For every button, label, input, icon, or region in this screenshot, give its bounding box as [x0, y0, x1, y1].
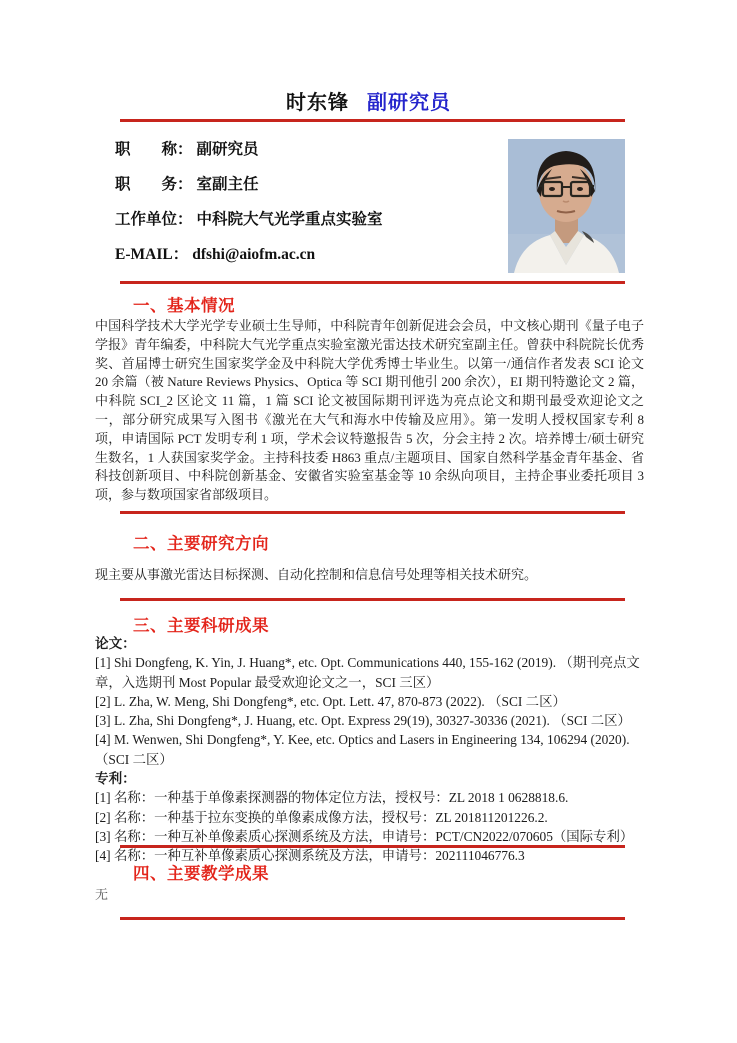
- eye-right: [577, 187, 583, 191]
- field-label: 职 称：: [115, 141, 193, 158]
- page-title: [0, 86, 737, 115]
- paper-item: [1] Shi Dongfeng, K. Yin, J. Huang*, etc. Opt. Communications 440, 155-162 (2019). （期刊亮点文章，入选期刊 Most Popular 最受欢迎论文之一，SCI 三区）: [95, 655, 640, 690]
- paper-item: [4] M. Wenwen, Shi Dongfeng*, Y. Kee, etc. Optics and Lasers in Engineering 134, 106294 (2020). （SCI 二区）: [95, 732, 630, 767]
- patent-item: [3] 名称：一种互补单像素质心探测系统及方法，申请号：PCT/CN2022/070605（国际专利）: [95, 828, 634, 844]
- portrait-photo: [508, 139, 625, 273]
- person-name: 时东锋: [286, 92, 349, 114]
- title-divider: [120, 119, 625, 122]
- field-label: 职 务：: [115, 176, 193, 193]
- field-value: 中科院大气光学重点实验室: [196, 211, 383, 228]
- field-label: E-MAIL：: [115, 246, 189, 263]
- section-divider: [120, 598, 625, 601]
- field-row-position: [115, 174, 383, 196]
- section-divider: [120, 845, 625, 848]
- field-value: 副研究员: [196, 141, 259, 158]
- patent-item: [4] 名称：一种互补单像素质心探测系统及方法，申请号：202111046776.3: [95, 848, 525, 864]
- field-row-title: [115, 139, 383, 161]
- section-heading-achievements: 三、主要科研成果: [133, 617, 269, 635]
- paper-item: [2] L. Zha, W. Meng, Shi Dongfeng*, etc. Opt. Lett. 47, 870-873 (2022). （SCI 二区）: [95, 693, 566, 709]
- section-heading-research: 二、主要研究方向: [133, 535, 269, 553]
- achievements-content: [95, 634, 647, 866]
- profile-fields: [115, 139, 383, 279]
- field-row-email: [115, 244, 383, 266]
- field-value: 室副主任: [196, 176, 259, 193]
- section-body-research: 现主要从事激光雷达目标探测、自动化控制和信息信号处理等相关技术研究。: [95, 567, 538, 582]
- field-row-workunit: [115, 209, 383, 231]
- section-divider: [120, 511, 625, 514]
- section-heading-teaching: 四、主要教学成果: [133, 865, 269, 883]
- section-heading-basic: 一、基本情况: [133, 297, 235, 315]
- papers-label: 论文：: [95, 636, 136, 651]
- final-divider: [120, 917, 625, 920]
- email-value: dfshi@aiofm.ac.cn: [192, 246, 316, 263]
- section-body-teaching: 无: [95, 887, 109, 902]
- section-body-basic: 中国科学技术大学光学专业硕士生导师，中科院青年创新促进会会员，中文核心期刊《量子电子学报》青年编委，中科院大气光学重点实验室激光雷达技术研究室副主任。曾获中科院院长优秀奖、首届博士研究生国家奖学金及中科院大学优秀博士毕业生。以第一/通信作者发表 SCI 论文 20 余篇（被 Nature Reviews Physics、Optica 等 SCI 期刊他引 200 余次），EI 期刊特邀论文 2 篇，中科院 SCI_2 区论文 11 篇，1 篇 SCI 论文被国际期刊评选为亮点论文和期刊最受欢迎论文之一，部分研究成果写入图书《激光在大气和海水中传输及应用》。第一发明人授权国家专利 8 项，申请国际 PCT 发明专利 1 项，学术会议特邀报告 5 次，分会主持 2 次。培养博士/硕士研究生数名，1 人获国家奖学金。主持科技委 H863 重点/主题项目、国家自然科学基金青年基金、省科技创新项目、中科院创新基金、安徽省实验室基金等 10 余纵向项目，主持企事业委托项目 3 项，参与数项国家省部级项目。: [95, 318, 644, 503]
- paper-item: [3] L. Zha, Shi Dongfeng*, J. Huang, etc. Opt. Express 29(19), 30327-30336 (2021). （SCI 二区）: [95, 713, 631, 729]
- portrait-illustration: [508, 139, 625, 273]
- section-divider: [120, 281, 625, 284]
- patent-item: [2] 名称：一种基于拉东变换的单像素成像方法，授权号：ZL 201811201226.2.: [95, 809, 548, 825]
- person-role: 副研究员: [367, 92, 451, 114]
- patent-item: [1] 名称：一种基于单像素探测器的物体定位方法，授权号：ZL 2018 1 0628818.6.: [95, 790, 569, 806]
- field-label: 工作单位：: [115, 211, 193, 228]
- patents-label: 专利：: [95, 771, 136, 787]
- eye-left: [549, 187, 555, 191]
